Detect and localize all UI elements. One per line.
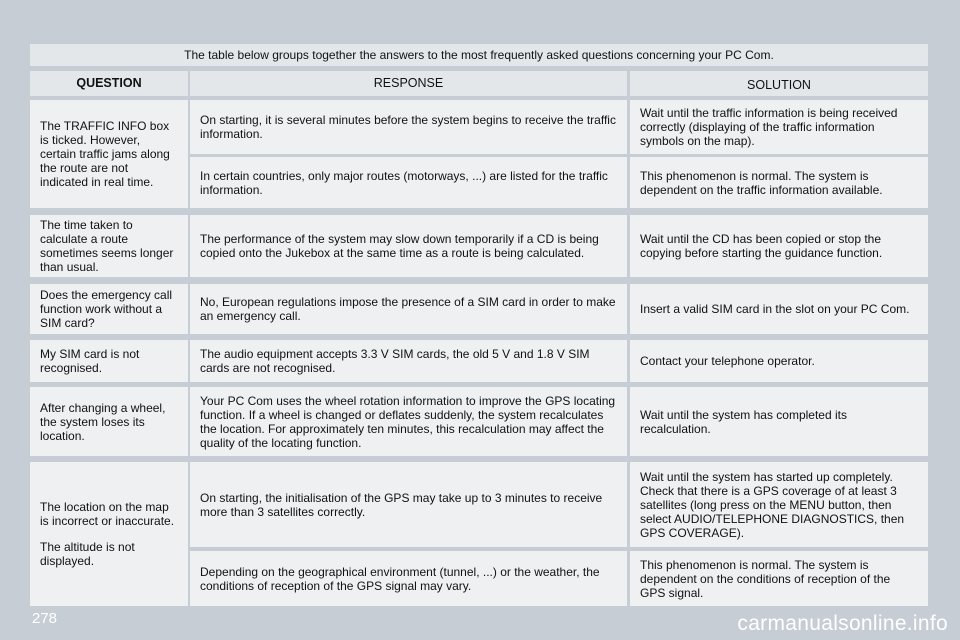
table-intro: The table below groups together the answers to the most frequently asked questions concerning your PC Com. bbox=[30, 44, 928, 66]
header-solution: SOLUTION bbox=[630, 71, 928, 96]
response-cell: On starting, it is several minutes before the system begins to receive the traffic information. bbox=[190, 100, 627, 154]
response-cell: The audio equipment accepts 3.3 V SIM cards, the old 5 V and 1.8 V SIM cards are not recognised. bbox=[190, 340, 627, 382]
solution-cell: Insert a valid SIM card in the slot on your PC Com. bbox=[630, 284, 928, 334]
solution-cell: Contact your telephone operator. bbox=[630, 340, 928, 382]
question-cell: Does the emergency call function work without a SIM card? bbox=[30, 284, 188, 334]
question-extra-text: The altitude is not displayed. bbox=[40, 540, 135, 568]
header-response: RESPONSE bbox=[190, 71, 627, 96]
solution-cell: Wait until the system has started up completely. Check that there is a GPS coverage of at least 3 satellites (long press on the MENU button, then select AUDIO/TELEPHONE DIAGNOSTICS, then GPS COVERAGE). bbox=[630, 462, 928, 547]
response-cell: Depending on the geographical environment (tunnel, ...) or the weather, the conditions of reception of the GPS signal may vary. bbox=[190, 551, 627, 606]
response-cell: On starting, the initialisation of the GPS may take up to 3 minutes to receive more than 3 satellites correctly. bbox=[190, 462, 627, 547]
question-cell: The TRAFFIC INFO box is ticked. However, certain traffic jams along the route are not indicated in real time. bbox=[30, 100, 188, 208]
question-cell: The time taken to calculate a route sometimes seems longer than usual. bbox=[30, 215, 188, 277]
watermark: carmanualsonline.info bbox=[737, 612, 948, 635]
response-cell: The performance of the system may slow down temporarily if a CD is being copied onto the Jukebox at the same time as a route is being calculated. bbox=[190, 215, 627, 277]
page-number: 278 bbox=[32, 610, 58, 627]
solution-cell: This phenomenon is normal. The system is dependent on the conditions of reception of the GPS signal. bbox=[630, 551, 928, 606]
solution-cell: This phenomenon is normal. The system is dependent on the traffic information available. bbox=[630, 157, 928, 208]
header-question: QUESTION bbox=[30, 71, 188, 96]
response-cell: In certain countries, only major routes (motorways, ...) are listed for the traffic information. bbox=[190, 157, 627, 208]
solution-cell: Wait until the traffic information is being received correctly (displaying of the traffic information symbols on the map). bbox=[630, 100, 928, 154]
question-cell: My SIM card is not recognised. bbox=[30, 340, 188, 382]
response-cell: Your PC Com uses the wheel rotation information to improve the GPS locating function. If a wheel is changed or deflates suddenly, the system recalculates the location. For approximately ten minutes, this recalculation may affect the quality of the locating function. bbox=[190, 387, 627, 456]
question-text: The location on the map is incorrect or inaccurate. bbox=[40, 500, 175, 528]
response-cell: No, European regulations impose the presence of a SIM card in order to make an emergency call. bbox=[190, 284, 627, 334]
solution-cell: Wait until the CD has been copied or stop the copying before starting the guidance function. bbox=[630, 215, 928, 277]
question-cell bbox=[30, 462, 188, 606]
question-cell: After changing a wheel, the system loses its location. bbox=[30, 387, 188, 456]
solution-cell: Wait until the system has completed its recalculation. bbox=[630, 387, 928, 456]
